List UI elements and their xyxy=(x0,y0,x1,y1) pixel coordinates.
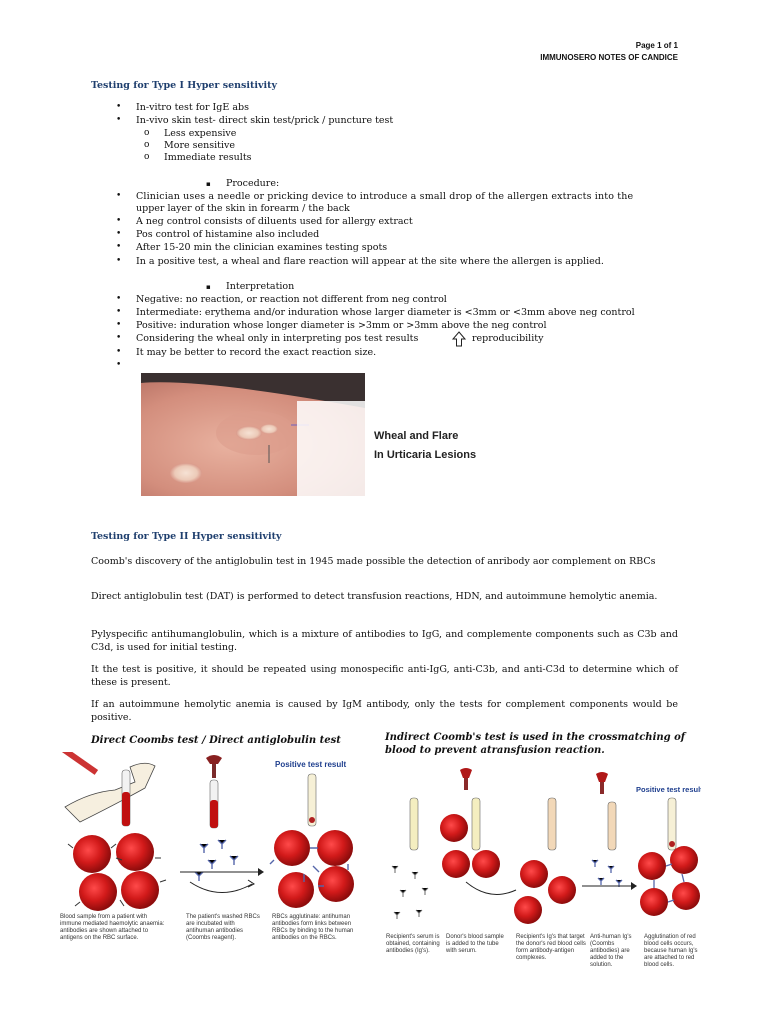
circle-bullet-icon: o xyxy=(144,128,150,138)
paragraph: It the test is positive, it should be repeated using monospecific anti-IgG, anti-C3b, and anti-C3d to determine which of these is present. xyxy=(91,664,678,688)
positive-result-label: Positive test result xyxy=(636,785,701,794)
bullet-icon: • xyxy=(116,256,122,266)
positive-result-label: Positive test result xyxy=(275,760,347,769)
bullet-icon: • xyxy=(116,333,122,343)
page-number: Page 1 of 1 xyxy=(635,41,678,50)
figure-caption: The patient's washed RBCs are incubated with antihuman antibodies (Coombs reagent). xyxy=(186,914,260,941)
list-item-cont: upper layer of the skin in forearm / the back xyxy=(136,203,350,214)
circle-bullet-icon: o xyxy=(144,140,150,150)
bullet-icon: • xyxy=(116,347,122,357)
bullet-icon: • xyxy=(116,320,122,330)
indirect-coombs-figure xyxy=(386,762,701,968)
list-item: In-vitro test for IgE abs xyxy=(136,102,249,113)
sub-item: Less expensive xyxy=(164,128,237,139)
bullet-icon: • xyxy=(116,229,122,239)
paragraph: Direct antiglobulin test (DAT) is performed to detect transfusion reactions, HDN, and autoimmune hemolytic anemia. xyxy=(91,591,658,602)
list-item: Negative: no reaction, or reaction not different from neg control xyxy=(136,294,447,305)
paragraph: Coomb's discovery of the antiglobulin test in 1945 made possible the detection of anribody aor complement on RBCs xyxy=(91,556,656,567)
type1-title: Testing for Type I Hyper sensitivity xyxy=(91,80,278,91)
circle-bullet-icon: o xyxy=(144,152,150,162)
figure-caption: Recipient's Ig's that target the donor's red blood cells form antibody-antigen complexes. xyxy=(516,934,586,961)
figure-caption: Blood sample from a patient with immune mediated haemolytic anaemia: antibodies are shown attached to antigens on the RBC surface. xyxy=(60,914,165,941)
figure-caption: Anti-human Ig's (Coombs antibodies) are added to the solution. xyxy=(590,934,632,968)
direct-coombs-figure xyxy=(60,752,360,962)
paragraph: If an autoimmune hemolytic anemia is caused by IgM antibody, only the tests for complement components would be positive. xyxy=(91,699,678,723)
bullet-icon: • xyxy=(116,102,122,112)
square-bullet-icon: ▪ xyxy=(206,180,211,188)
bullet-icon: • xyxy=(116,307,122,317)
list-item: Positive: induration whose longer diameter is >3mm or >3mm above the neg control xyxy=(136,320,547,331)
procedure-label: Procedure: xyxy=(226,178,280,189)
indirect-coombs-diagram xyxy=(386,762,701,962)
sub-item: More sensitive xyxy=(164,140,236,151)
list-item: Considering the wheal only in interpreting pos test results xyxy=(136,333,419,344)
list-item: Clinician uses a needle or pricking device to introduce a small drop of the allergen extracts into the xyxy=(136,191,634,202)
type2-title: Testing for Type II Hyper sensitivity xyxy=(91,531,282,542)
list-item: Intermediate: erythema and/or induration whose larger diameter is <3mm or <3mm above neg control xyxy=(136,307,635,318)
bullet-icon: • xyxy=(116,191,122,201)
photo-caption-line: Wheal and Flare xyxy=(374,430,459,442)
list-item: It may be better to record the exact reaction size. xyxy=(136,347,377,358)
bullet-icon: • xyxy=(116,242,122,252)
photo-caption-line: In Urticaria Lesions xyxy=(374,449,477,461)
direct-coombs-caption: Direct Coombs test / Direct antiglobulin test xyxy=(91,735,341,746)
bullet-icon: • xyxy=(116,115,122,125)
bullet-icon: • xyxy=(116,294,122,304)
wheal-flare-figure xyxy=(141,373,365,496)
interpretation-label: Interpretation xyxy=(226,281,295,292)
list-item: A neg control consists of diluents used for allergy extract xyxy=(136,216,413,227)
list-item: In a positive test, a wheal and flare reaction will appear at the site where the allergen is applied. xyxy=(136,256,604,267)
sub-item: Immediate results xyxy=(164,152,252,163)
figure-caption: Recipient's serum is obtained, containing antibodies (Ig's). xyxy=(386,934,440,954)
square-bullet-icon: ▪ xyxy=(206,283,211,291)
figure-caption: Agglutination of red blood cells occurs, because human Ig's are attached to red blood cells. xyxy=(644,934,698,968)
figure-caption: RBCs agglutinate: antihuman antibodies form links between RBCs by binding to the human antibodies on the RBCs. xyxy=(272,914,354,941)
list-item: In-vivo skin test- direct skin test/prick / puncture test xyxy=(136,115,394,126)
indirect-coombs-caption: Indirect Coomb's test is used in the crossmatching of blood to prevent atransfusion reaction. xyxy=(385,732,686,756)
up-arrow-icon xyxy=(451,331,467,347)
paragraph: Pylyspecific antihumanglobulin, which is a mixture of antibodies to IgG, and complemente components such as C3b and C3d, is used for initial testing. xyxy=(91,629,678,653)
bullet-icon: • xyxy=(116,360,122,370)
list-item-suffix: reproducibility xyxy=(472,333,544,344)
bullet-icon: • xyxy=(116,216,122,226)
list-item: Pos control of histamine also included xyxy=(136,229,320,240)
list-item: After 15-20 min the clinician examines testing spots xyxy=(136,242,388,253)
notes-header: IMMUNOSERO NOTES OF CANDICE xyxy=(540,53,678,62)
figure-caption: Donor's blood sample is added to the tube with serum. xyxy=(446,934,504,954)
